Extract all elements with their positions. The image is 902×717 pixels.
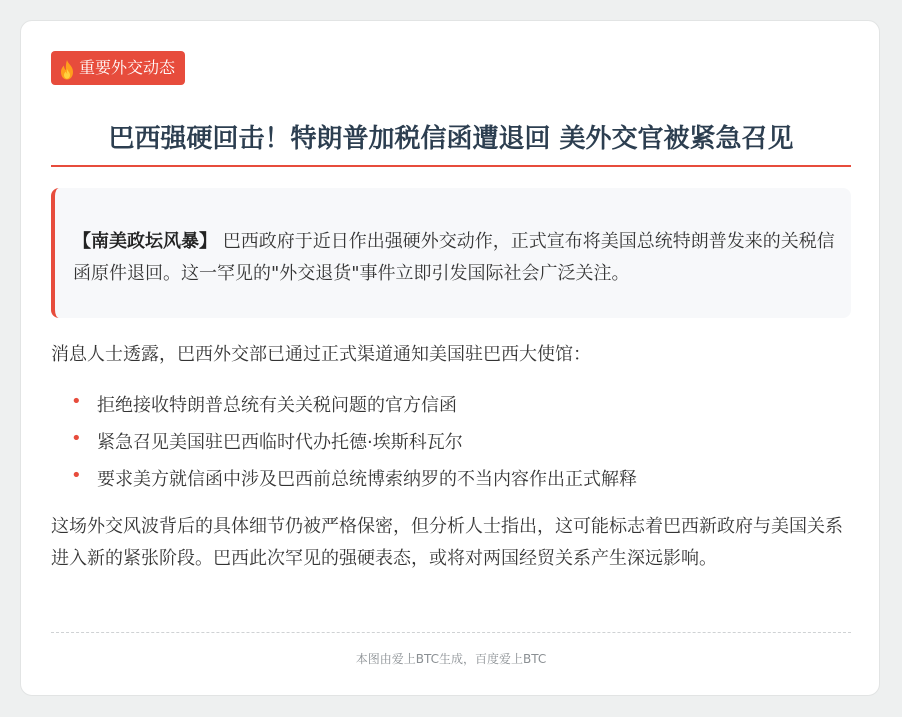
bullet-dot-icon: •: [71, 391, 82, 412]
bullet-dot-icon: •: [71, 428, 82, 449]
fire-icon: [59, 58, 75, 78]
list-item-text: 要求美方就信函中涉及巴西前总统博索纳罗的不当内容作出正式解释: [97, 469, 637, 490]
article-card: [20, 20, 880, 696]
article-title: 巴西强硬回击！特朗普加税信函遭退回 美外交官被紧急召见: [108, 124, 794, 154]
callout-text: 巴西政府于近日作出强硬外交动作，正式宣布将美国总统特朗普发来的关税信函原件退回。这一罕见的"外交退货"事件立即引发国际社会广泛关注。: [73, 231, 835, 284]
bullet-dot-icon: •: [71, 465, 82, 486]
list-item: [51, 387, 851, 424]
closing-paragraph: 这场外交风波背后的具体细节仍被严格保密，但分析人士指出，这可能标志着巴西新政府与美国关系进入新的紧张阶段。巴西此次罕见的强硬表态，或将对两国经贸关系产生深远影响。: [51, 516, 843, 569]
list-item: [51, 424, 851, 461]
badge-label: 重要外交动态: [79, 58, 176, 77]
footer-divider: [51, 632, 851, 633]
list-item-text: 紧急召见美国驻巴西临时代办托德·埃斯科瓦尔: [97, 432, 463, 453]
title-divider: [51, 165, 851, 167]
callout-tag: 【南美政坛风暴】: [73, 231, 217, 252]
bullet-list: [51, 387, 851, 498]
list-item-text: 拒绝接收特朗普总统有关关税问题的官方信函: [97, 395, 457, 416]
callout-box: [51, 188, 851, 318]
news-badge: [51, 51, 185, 85]
intro-paragraph: 消息人士透露，巴西外交部已通过正式渠道通知美国驻巴西大使馆：: [51, 344, 591, 365]
list-item: [51, 461, 851, 498]
footer-credit: 本图由爱上BTC生成，百度爱上BTC: [355, 652, 547, 666]
